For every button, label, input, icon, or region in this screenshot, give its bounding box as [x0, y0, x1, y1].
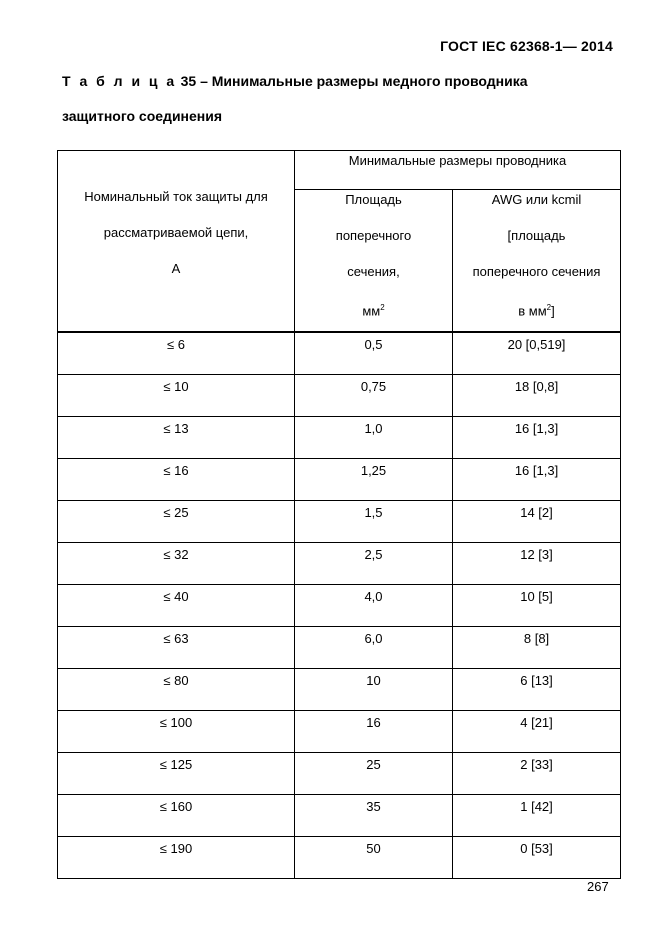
table-row — [58, 753, 621, 795]
cell-area: 2,5 — [295, 543, 453, 585]
table-row — [58, 543, 621, 585]
header-current-line2: рассматриваемой цепи, — [103, 225, 249, 240]
cell-area: 10 — [295, 669, 453, 711]
cell-area: 1,5 — [295, 501, 453, 543]
header-cell-current — [58, 151, 295, 333]
header-awg-unit: в мм — [518, 303, 547, 319]
cell-current: ≤ 160 — [58, 795, 295, 837]
header-area-line1: Площадь — [345, 192, 402, 207]
header-area-line3: сечения, — [347, 264, 400, 279]
cell-current: ≤ 13 — [58, 417, 295, 459]
table-row — [58, 837, 621, 879]
table-caption — [62, 73, 528, 89]
header-cell-group: Минимальные размеры проводника — [295, 151, 621, 190]
cell-area: 4,0 — [295, 585, 453, 627]
cell-area: 16 — [295, 711, 453, 753]
cell-current: ≤ 63 — [58, 627, 295, 669]
cell-awg: 18 [0,8] — [453, 375, 621, 417]
cell-awg: 0 [53] — [453, 837, 621, 879]
cell-awg: 8 [8] — [453, 627, 621, 669]
header-area-line4 — [295, 300, 452, 319]
header-awg-line2: [площадь — [507, 228, 566, 243]
table-caption-number: 35 — [180, 73, 197, 89]
table-caption-label: Т а б л и ц а — [62, 73, 177, 89]
table-row — [58, 501, 621, 543]
cell-current: ≤ 32 — [58, 543, 295, 585]
cell-current: ≤ 25 — [58, 501, 295, 543]
cell-current: ≤ 80 — [58, 669, 295, 711]
table-row — [58, 459, 621, 501]
header-current-line1: Номинальный ток защиты для — [84, 189, 268, 204]
header-awg-line3: поперечного сечения — [472, 264, 601, 279]
table-row — [58, 585, 621, 627]
cell-area: 0,75 — [295, 375, 453, 417]
table-row — [58, 627, 621, 669]
header-awg-line1: AWG или kcmil — [491, 192, 582, 207]
table-row — [58, 375, 621, 417]
cell-awg: 12 [3] — [453, 543, 621, 585]
cell-current: ≤ 6 — [58, 332, 295, 375]
cell-awg: 10 [5] — [453, 585, 621, 627]
cell-area: 35 — [295, 795, 453, 837]
table-caption-continuation: защитного соединения — [62, 108, 223, 124]
cell-awg: 16 [1,3] — [453, 459, 621, 501]
cell-awg: 14 [2] — [453, 501, 621, 543]
cell-area: 6,0 — [295, 627, 453, 669]
cell-current: ≤ 125 — [58, 753, 295, 795]
page-number: 267 — [587, 879, 609, 894]
document-code: ГОСТ IEC 62368-1— 2014 — [440, 38, 613, 54]
header-area-unit: мм — [362, 303, 381, 319]
cell-current: ≤ 40 — [58, 585, 295, 627]
header-awg-close-bracket: ] — [551, 303, 555, 319]
cell-awg: 4 [21] — [453, 711, 621, 753]
table-row — [58, 669, 621, 711]
table-row — [58, 711, 621, 753]
cell-current: ≤ 190 — [58, 837, 295, 879]
table-caption-title: – Минимальные размеры медного проводника — [200, 73, 528, 89]
header-awg-unit-exponent: 2 — [546, 303, 552, 312]
cell-awg: 16 [1,3] — [453, 417, 621, 459]
cell-awg: 20 [0,519] — [453, 332, 621, 375]
cell-current: ≤ 10 — [58, 375, 295, 417]
table-row — [58, 417, 621, 459]
header-cell-awg — [453, 190, 621, 333]
cell-area: 1,0 — [295, 417, 453, 459]
table-header-row-1 — [58, 151, 621, 190]
cell-area: 25 — [295, 753, 453, 795]
table-row — [58, 795, 621, 837]
header-awg-line4 — [453, 300, 620, 319]
cell-awg: 6 [13] — [453, 669, 621, 711]
conductor-size-table — [57, 150, 621, 879]
cell-area: 0,5 — [295, 332, 453, 375]
header-area-unit-exponent: 2 — [380, 303, 385, 312]
cell-awg: 1 [42] — [453, 795, 621, 837]
cell-current: ≤ 100 — [58, 711, 295, 753]
header-cell-area — [295, 190, 453, 333]
table-body — [58, 332, 621, 879]
header-area-line2: поперечного — [335, 228, 412, 243]
cell-area: 1,25 — [295, 459, 453, 501]
table-row — [58, 332, 621, 375]
cell-area: 50 — [295, 837, 453, 879]
header-current-line3: А — [171, 261, 181, 276]
cell-current: ≤ 16 — [58, 459, 295, 501]
cell-awg: 2 [33] — [453, 753, 621, 795]
